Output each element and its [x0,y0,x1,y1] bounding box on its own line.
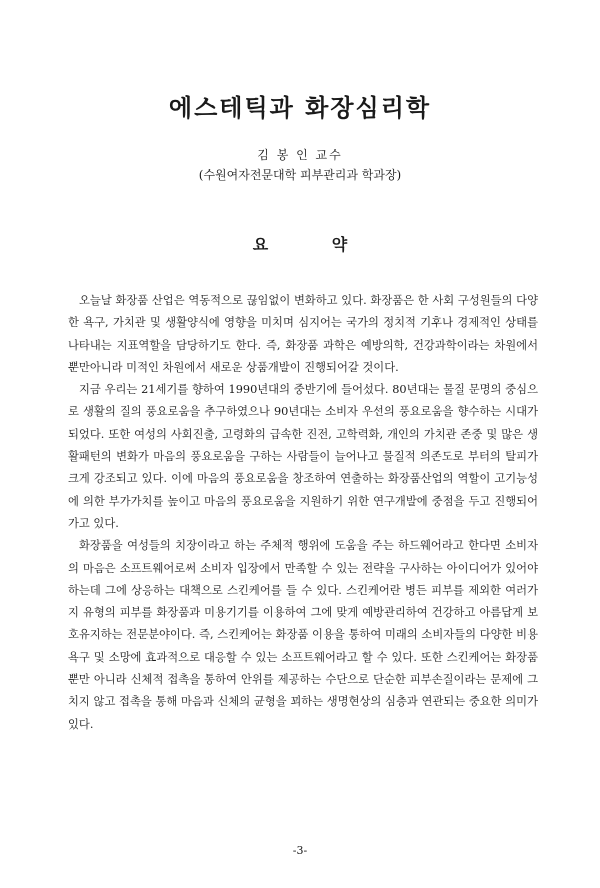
abstract-heading: 요 약 [252,235,348,254]
abstract-paragraph: 오늘날 화장품 산업은 역동적으로 끊임없이 변화하고 있다. 화장품은 한 사회 구성원들의 다양한 욕구, 가치관 및 생활양식에 영향을 미치며 심지어는 국가의 정치적 기후나 경제적인 상태를 나타내는 지표역할을 담당하기도 한다. 즉, 화장품 과학은 예방의학, 건강과학이라는 차원에서 뿐만아니라 미적인 차원에서 새로운 상품개발이 진행되어갈 것이다. [68,294,538,374]
page-number: -3- [292,844,308,857]
abstract-body [68,290,538,736]
paper-title: 에스테틱과 화장심리학 [168,93,432,122]
abstract-paragraph: 지금 우리는 21세기를 향하여 1990년대의 중반기에 들어섰다. 80년대는 물질 문명의 중심으로 생활의 질의 풍요로움을 추구하였으나 90년대는 소비자 우선의 풍요로움을 향수하는 시대가 되었다. 또한 여성의 사회진출, 고령화의 급속한 진전, 고학력화, 개인의 가치관 존중 및 많은 생활패턴의 변화가 마음의 풍요로움을 구하는 사람들이 늘어나고 물질적 의존도로 부터의 탈피가 크게 강조되고 있다. 이에 마음의 풍요로움을 창조하여 연출하는 화장품산업의 역할이 고기능성에 의한 부가가치를 높이고 마음의 풍요로움을 지원하기 위한 연구개발에 중점을 두고 진행되어가고 있다. [68,383,538,530]
author-name: 김 봉 인 교수 [257,148,343,162]
author-affiliation: (수원여자전문대학 피부관리과 학과장) [198,168,402,182]
abstract-paragraph: 화장품을 여성들의 치장이라고 하는 주체적 행위에 도움을 주는 하드웨어라고 한다면 소비자의 마음은 소프트웨어로써 소비자 입장에서 만족할 수 있는 전략을 구사하는 아이디어가 있어야 하는데 그에 상응하는 대책으로 스킨케어를 들 수 있다. 스킨케어란 병든 피부를 제외한 여러가지 유형의 피부를 화장품과 미용기기를 이용하여 그에 맞게 예방관리하여 건강하고 아름답게 보호유지하는 전문분야이다. 즉, 스킨케어는 화장품 이용을 통하여 미래의 소비자들의 다양한 비용 욕구 및 소망에 효과적으로 대응할 수 있는 소프트웨어라고 할 수 있다. 또한 스킨케어는 화장품 뿐만 아니라 신체적 접촉을 통하여 안위를 제공하는 수단으로 단순한 피부손질이라는 문제에 그치지 않고 접촉을 통해 마음과 신체의 균형을 꾀하는 생명현상의 심층과 연관되는 중요한 의미가 있다. [68,539,538,731]
